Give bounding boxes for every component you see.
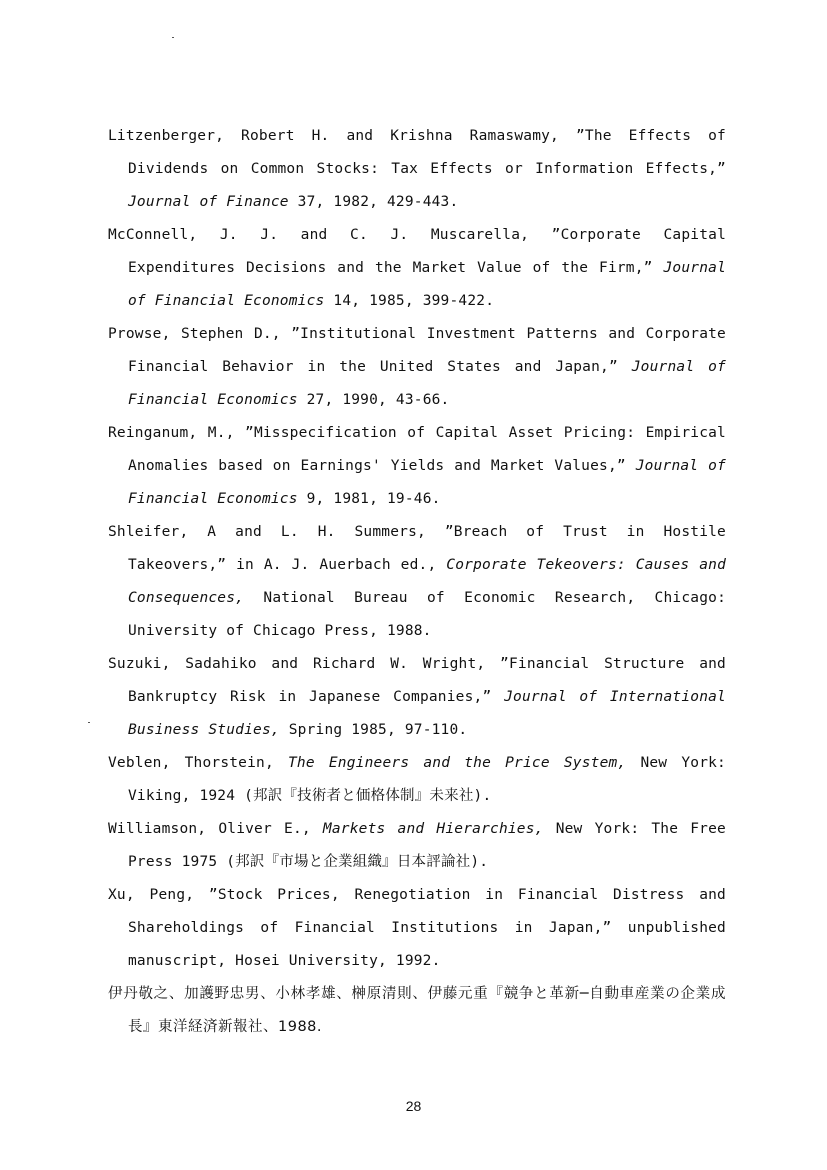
reference-text: Reinganum, M., ”Misspecification of Capital Asset Pricing: Empirical Anomalies based on Earnings' Yields and Market Values,”: [108, 425, 726, 474]
reference-text: 27, 1990, 43-66.: [297, 392, 450, 408]
reference-entry: [108, 417, 726, 516]
reference-entry: [108, 978, 726, 1044]
scan-speck: [88, 722, 90, 723]
reference-entry: [108, 318, 726, 417]
reference-entry: [108, 516, 726, 648]
reference-entry: [108, 879, 726, 978]
reference-entry: [108, 219, 726, 318]
reference-source-title: Journal of Financial Economics: [128, 260, 726, 309]
reference-source-title: Markets and Hierarchies,: [322, 821, 544, 837]
reference-entry: [108, 120, 726, 219]
reference-text: Spring 1985, 97-110.: [279, 722, 468, 738]
reference-text: National Bureau of Economic Research, Chicago: University of Chicago Press, 1988.: [128, 590, 726, 639]
reference-text: Prowse, Stephen D., ”Institutional Investment Patterns and Corporate Financial Behavior in the United States and Japan,”: [108, 326, 726, 375]
reference-text: McConnell, J. J. and C. J. Muscarella, ”Corporate Capital Expenditures Decisions and the Market Value of the Firm,”: [108, 227, 726, 276]
reference-entry: [108, 813, 726, 879]
reference-text: New York: The Free Press 1975 (邦訳『市場と企業組織』日本評論社).: [128, 821, 726, 870]
reference-text: 9, 1981, 19-46.: [297, 491, 441, 507]
reference-entry: [108, 648, 726, 747]
scan-speck: [172, 37, 174, 38]
reference-source-title: Journal of Financial Economics: [128, 458, 726, 507]
reference-source-title: Journal of Financial Economics: [128, 359, 726, 408]
reference-text: 伊丹敬之、加護野忠男、小林孝雄、榊原清則、伊藤元重『競争と革新─自動車産業の企業成長』東洋経済新報社、1988.: [108, 986, 726, 1035]
reference-source-title: Journal of International Business Studies,: [128, 689, 726, 738]
reference-text: 37, 1982, 429-443.: [288, 194, 459, 210]
reference-text: 14, 1985, 399-422.: [324, 293, 495, 309]
reference-list: [108, 120, 726, 1044]
page-number: 28: [405, 1098, 422, 1114]
reference-text: Shleifer, A and L. H. Summers, ”Breach of Trust in Hostile Takeovers,” in A. J. Auerbach ed.,: [108, 524, 726, 573]
reference-text: Williamson, Oliver E.,: [108, 821, 323, 837]
reference-text: Suzuki, Sadahiko and Richard W. Wright, ”Financial Structure and Bankruptcy Risk in Japanese Companies,”: [108, 656, 726, 705]
reference-entry: [108, 747, 726, 813]
reference-text: Veblen, Thorstein,: [108, 755, 288, 771]
reference-text: Xu, Peng, ”Stock Prices, Renegotiation in Financial Distress and Shareholdings of Financial Institutions in Japan,” unpublished manuscript, Hosei University, 1992.: [108, 887, 726, 969]
reference-source-title: The Engineers and the Price System,: [288, 755, 627, 771]
reference-text: New York: Viking, 1924 (邦訳『技術者と価格体制』未来社).: [128, 755, 726, 804]
reference-source-title: Corporate Tekeovers: Causes and Consequences,: [128, 557, 726, 606]
reference-source-title: Journal of Finance: [128, 194, 289, 210]
reference-text: Litzenberger, Robert H. and Krishna Ramaswamy, ”The Effects of Dividends on Common Stocks: Tax Effects or Information Effects,”: [108, 128, 726, 177]
